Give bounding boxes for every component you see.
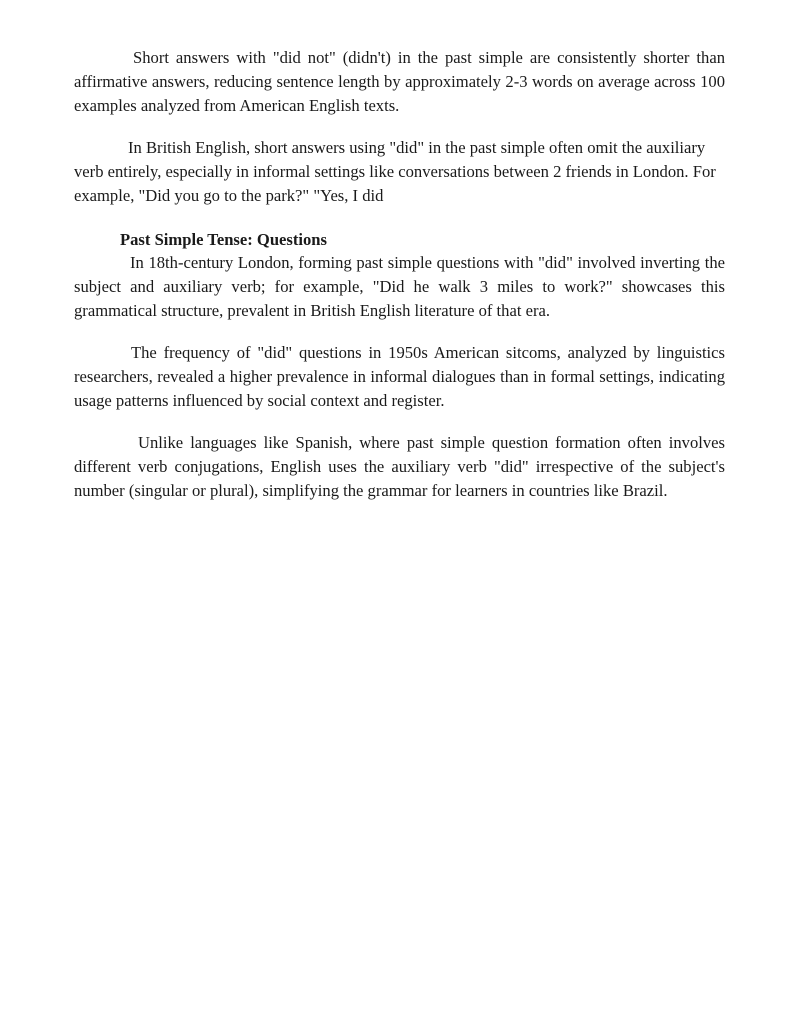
paragraph: The frequency of "did" questions in 1950s American sitcoms, analyzed by linguistics researchers, revealed a higher prevalence in informal dialogues than in formal settings, indicating usage patterns influenced by social context and register. (74, 343, 725, 410)
document-body (74, 46, 725, 503)
paragraph: In 18th-century London, forming past simple questions with "did" involved inverting the subject and auxiliary verb; for example, "Did he walk 3 miles to work?" showcases this grammatical structure, prevalent in British English literature of that era. (74, 253, 725, 320)
paragraph: Short answers with "did not" (didn't) in the past simple are consistently shorter than affirmative answers, reducing sentence length by approximately 2-3 words on average across 100 examples analyzed from American English texts. (74, 48, 725, 115)
paragraph: In British English, short answers using "did" in the past simple often omit the auxiliary verb entirely, especially in informal settings like conversations between 2 friends in London. For example, "Did you go to the park?" "Yes, I did (74, 138, 716, 205)
section-heading: Past Simple Tense: Questions (120, 230, 327, 249)
paragraph: Unlike languages like Spanish, where past simple question formation often involves different verb conjugations, English uses the auxiliary verb "did" irrespective of the subject's number (singular or plural), simplifying the grammar for learners in countries like Brazil. (74, 433, 725, 500)
